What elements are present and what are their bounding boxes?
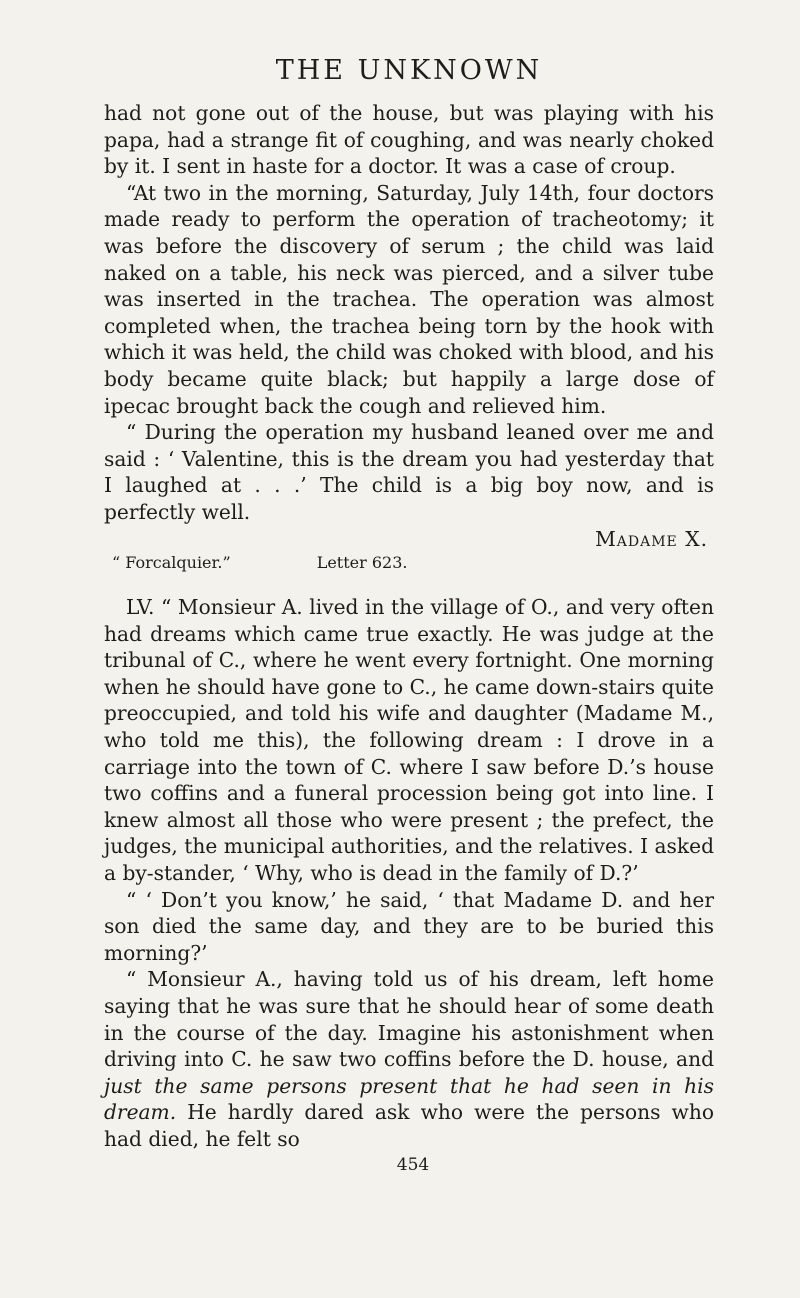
running-header: THE UNKNOWN (275, 55, 543, 86)
paragraph-operation: “At two in the morning, Saturday, July 14th, four doctors made ready to perform the operation of tracheotomy; it was before the discovery of serum ; the child was laid naked on a table, his neck was pierced, and a silver tube was inserted in the trachea. The operation was almost completed when, the trachea being torn by the hook with which it was held, the child was choked with blood, and his body became quite black; but happily a large dose of ipecac brought back the cough and relieved him. (104, 180, 714, 418)
signoff (104, 526, 714, 553)
source-letter: Letter 623. (316, 553, 408, 573)
outcome-text-start: “ Monsieur A., having told us of his dream, left home saying that he was sure that he should hear of some death in the course of the day. Imagine his astonishment when driving into C. he saw two coffins before the D. house, and (104, 967, 714, 1072)
paragraph-lv-dream: LV. “ Monsieur A. lived in the village of O., and very often had dreams which came true exactly. He was judge at the tribunal of C., where he went every fortnight. One morning when he should have gone to C., he came down-stairs quite preoccupied, and told his wife and daughter (Madame M., who told me this), the following dream : I drove in a carriage into the town of C. where I saw before D.’s house two coffins and a funeral procession being got into line. I knew almost all those who were present ; the prefect, the judges, the municipal authorities, and the relatives. I asked a by-stander, ‘ Why, who is dead in the family of D.?’ (104, 595, 714, 886)
paragraph-lv-outcome (104, 966, 714, 1152)
outcome-italic: just the same persons present that he had seen in his dream. (104, 1073, 714, 1125)
source-place: “ Forcalquier.” (112, 553, 231, 573)
paragraph-husband: “ During the operation my husband leaned over me and said : ‘ Valentine, this is the dream you had yesterday that I laughed at . . .’ The child is a big boy now, and is perfectly well. (104, 420, 714, 524)
paragraph-lv-reply: “ ‘ Don’t you know,’ he said, ‘ that Madame D. and her son died the same day, and they are to be buried this morning?’ (104, 887, 714, 965)
source-line (104, 552, 714, 574)
section-lv (104, 594, 714, 1152)
page-number: 454 (396, 1154, 430, 1175)
outcome-text-end: He hardly dared ask who were the persons who had died, he felt so (104, 1100, 714, 1151)
signoff-name: Madame X. (595, 526, 708, 551)
paragraph-continuation: had not gone out of the house, but was playing with his papa, had a strange fit of coughing, and was nearly choked by it. I sent in haste for a doctor. It was a case of croup. (104, 101, 714, 179)
